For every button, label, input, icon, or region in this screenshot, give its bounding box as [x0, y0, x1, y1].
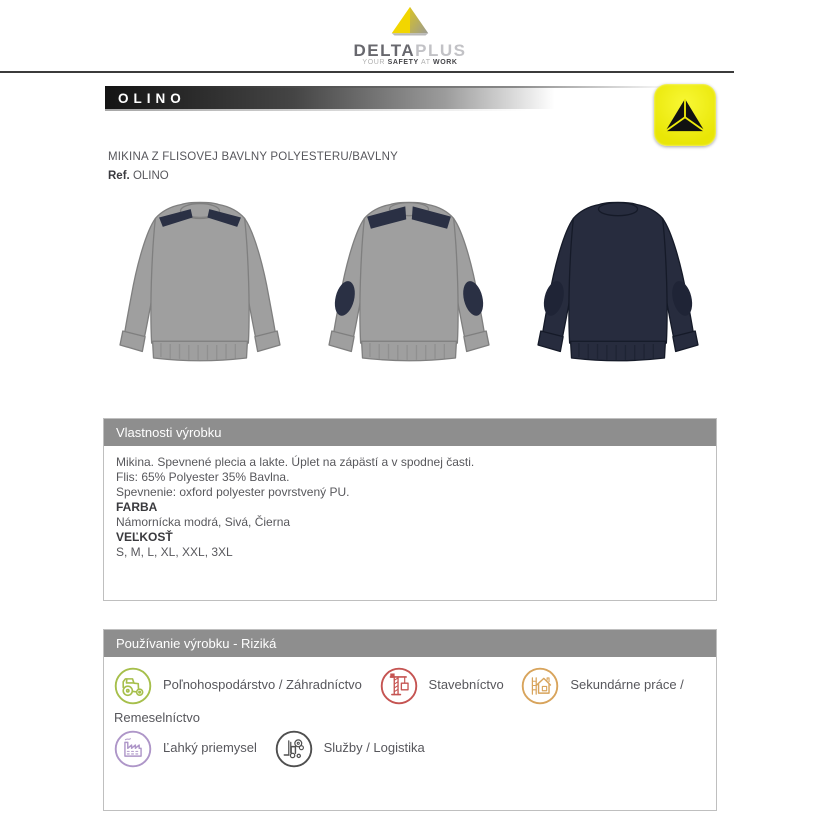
- brand-name-secondary: PLUS: [415, 41, 467, 60]
- brand-name-primary: DELTA: [353, 41, 416, 60]
- risk-label-construction: Stavebníctvo: [428, 677, 504, 693]
- risks-section-body: [104, 657, 716, 770]
- brand-tagline: YOUR SAFETY AT WORK: [362, 59, 458, 66]
- delta-plus-triangle-icon: [388, 5, 432, 41]
- risk-item-construction: [380, 677, 504, 692]
- sweatshirt-front-grey-image: [107, 196, 293, 386]
- product-code: OLINO: [105, 88, 578, 109]
- product-title: MIKINA Z FLISOVEJ BAVLNY POLYESTERU/BAVLNY: [108, 151, 399, 163]
- factory-icon: [114, 730, 152, 768]
- size-value: S, M, L, XL, XXL, 3XL: [116, 545, 233, 559]
- title-block: [108, 151, 398, 182]
- risks-section-header: Používanie výrobku - Riziká: [104, 630, 716, 657]
- composition: [116, 470, 704, 500]
- risk-item-light-industry: [114, 740, 257, 755]
- tractor-icon: [114, 667, 152, 705]
- sweatshirt-back-navy-image: [525, 196, 711, 386]
- product-images: [107, 196, 711, 386]
- risk-label-services-logistics: Služby / Logistika: [323, 740, 425, 756]
- forklift-icon: [275, 730, 313, 768]
- product-code-bar: [105, 86, 691, 111]
- risk-label-agriculture: Poľnohospodárstvo / Záhradníctvo: [163, 677, 362, 693]
- header-divider: [0, 71, 734, 73]
- risks-section: [103, 629, 717, 811]
- delta-plus-app-icon: [654, 84, 716, 146]
- sweatshirt-back-grey-image: [316, 196, 502, 386]
- code-bar-shadow: [105, 109, 575, 111]
- color-label: FARBA: [116, 500, 158, 514]
- brand-logo: [0, 5, 820, 66]
- color-value: Námornícka modrá, Sivá, Čierna: [116, 515, 291, 529]
- crane-icon: [380, 667, 418, 705]
- risk-item-agriculture: [114, 677, 362, 692]
- size-label: VEĽKOSŤ: [116, 530, 173, 544]
- risk-label-secondary-works: Sekundárne práce / Remeselníctvo: [114, 677, 684, 725]
- product-description: Mikina. Spevnené plecia a lakte. Úplet na zápästí a v spodnej časti.: [116, 455, 475, 469]
- house-scaffold-icon: [521, 667, 559, 705]
- ref-label: Ref.: [108, 170, 130, 182]
- brand-name: [354, 43, 467, 58]
- risk-group-2: [114, 728, 704, 770]
- risk-label-light-industry: Ľahký priemysel: [163, 740, 257, 756]
- composition-line1: Flis: 65% Polyester 35% Bavlna.: [116, 470, 290, 484]
- product-reference: [108, 170, 398, 182]
- properties-section: [103, 418, 717, 601]
- properties-section-body: [104, 446, 716, 560]
- composition-line2: Spevnenie: oxford polyester povrstvený PU.: [116, 485, 350, 499]
- delta-triangle-glyph-icon: [662, 92, 708, 138]
- ref-value: OLINO: [132, 170, 169, 182]
- risk-item-services-logistics: [275, 740, 425, 755]
- risk-group-1: [114, 665, 704, 728]
- properties-section-header: Vlastnosti výrobku: [104, 419, 716, 446]
